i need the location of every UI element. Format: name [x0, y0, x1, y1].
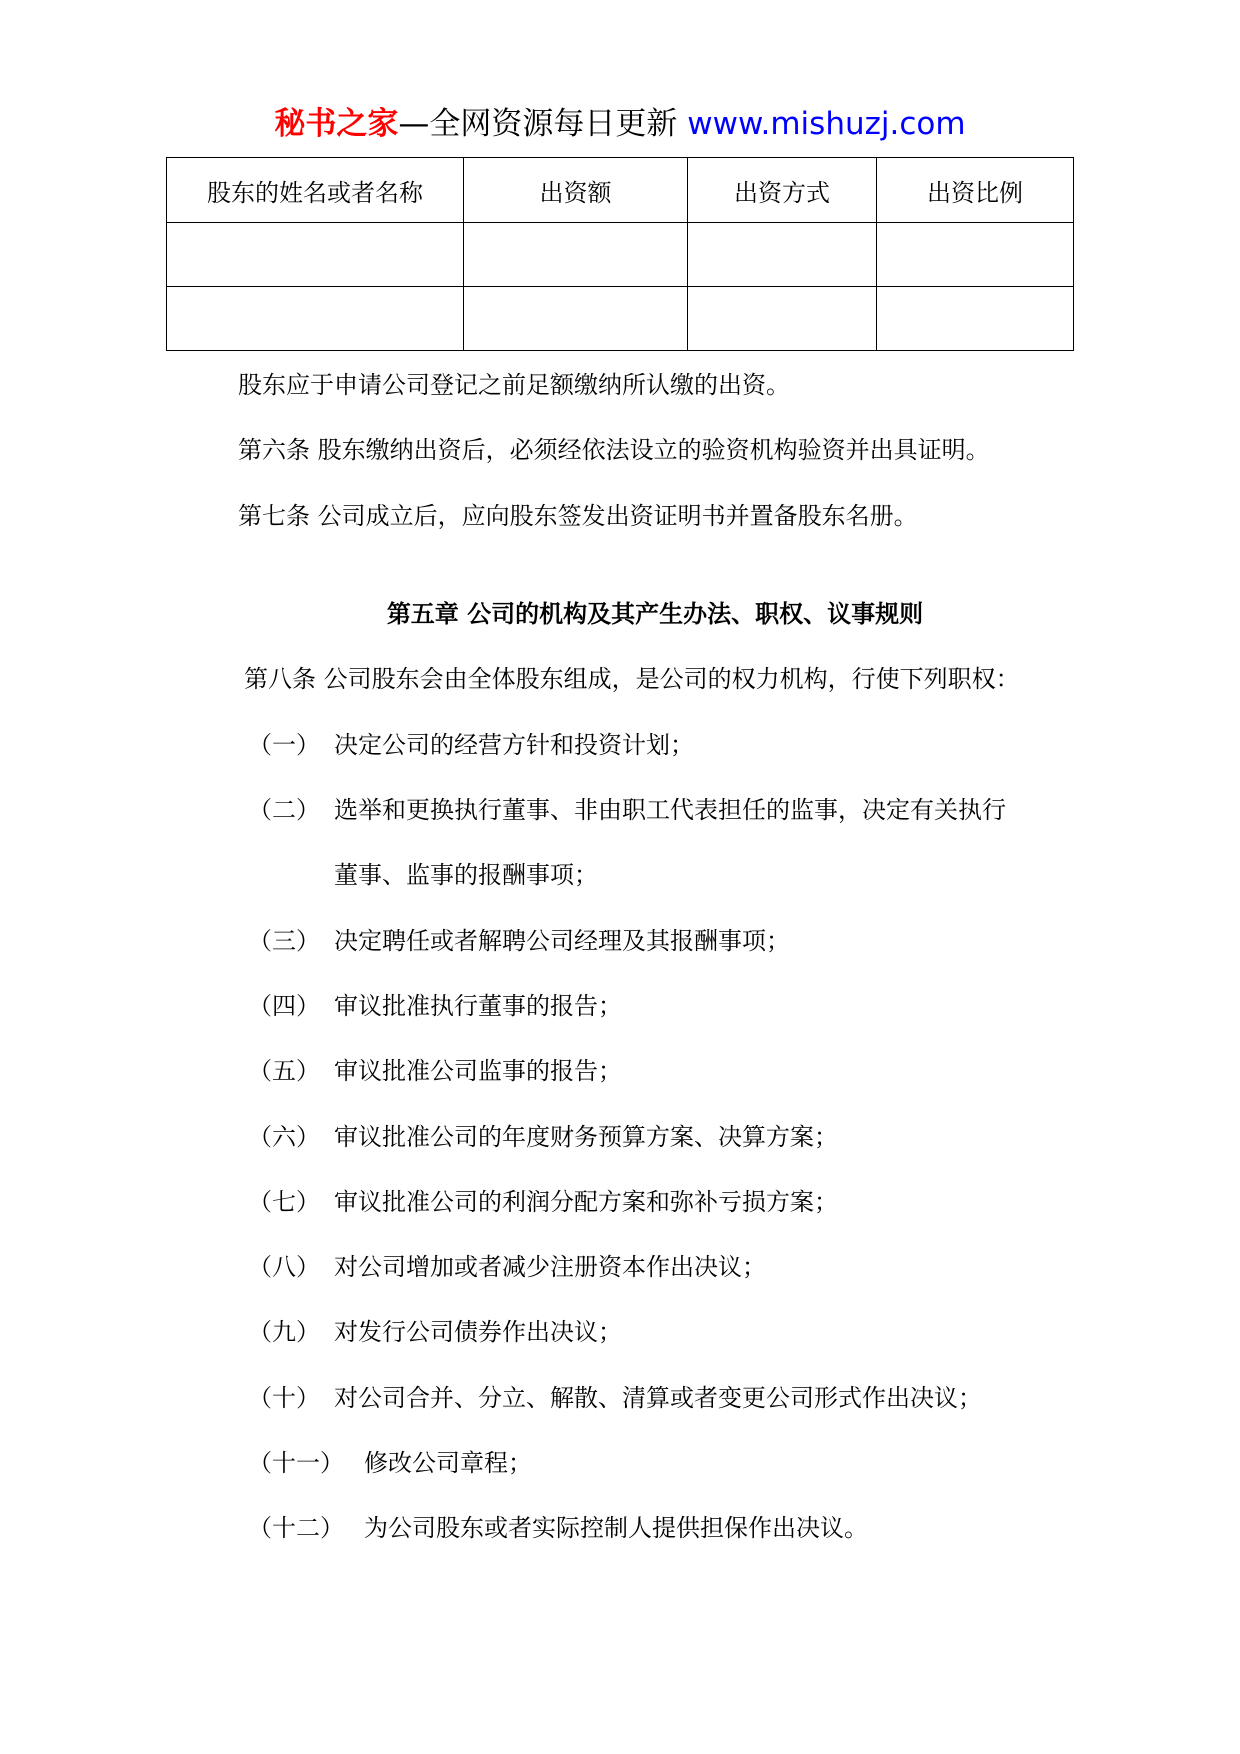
list-item	[248, 1120, 838, 1154]
list-item-text: 审议批准执行董事的报告；	[334, 992, 622, 1020]
table-row	[167, 287, 1074, 351]
table-cell	[688, 287, 877, 351]
article-6: 第六条 股东缴纳出资后，必须经依法设立的验资机构验资并出具证明。	[238, 436, 990, 464]
header-tagline: —全网资源每日更新	[398, 106, 688, 142]
list-item-text: 决定聘任或者解聘公司经理及其报酬事项；	[334, 927, 790, 955]
col-header-contribution-amount: 出资额	[464, 158, 688, 223]
list-item-number: （四）	[248, 992, 320, 1020]
list-item	[248, 1250, 766, 1284]
list-item-text: 对公司增加或者减少注册资本作出决议；	[334, 1253, 766, 1281]
list-item-text: 为公司股东或者实际控制人提供担保作出决议。	[364, 1514, 868, 1542]
list-item-text: 修改公司章程；	[364, 1449, 532, 1477]
list-item	[248, 989, 622, 1023]
table-row	[167, 223, 1074, 287]
article-8: 第八条 公司股东会由全体股东组成，是公司的权力机构，行使下列职权：	[244, 665, 1020, 693]
col-header-contribution-method: 出资方式	[688, 158, 877, 223]
brand-name: 秘书之家	[274, 106, 399, 142]
list-item-number: （九）	[248, 1318, 320, 1346]
list-item-number: （十二）	[248, 1514, 344, 1542]
table-cell	[167, 287, 464, 351]
list-item	[248, 1511, 868, 1545]
list-item-number: （八）	[248, 1253, 320, 1281]
col-header-shareholder-name: 股东的姓名或者名称	[167, 158, 464, 223]
list-item-text: 审议批准公司的利润分配方案和弥补亏损方案；	[334, 1188, 838, 1216]
table-cell	[877, 223, 1074, 287]
list-item-number: （二）	[248, 796, 320, 824]
list-item	[248, 1315, 622, 1349]
site-url-link[interactable]: www.mishuzj.com	[687, 106, 966, 142]
list-item-number: （十）	[248, 1384, 320, 1412]
table-cell	[464, 287, 688, 351]
list-item-text: 审议批准公司的年度财务预算方案、决算方案；	[334, 1123, 838, 1151]
list-item	[248, 1185, 838, 1219]
list-item-number: （三）	[248, 927, 320, 955]
page-header	[0, 102, 1240, 146]
list-item-text: 审议批准公司监事的报告；	[334, 1057, 622, 1085]
list-item-text: 对发行公司债券作出决议；	[334, 1318, 622, 1346]
list-item-number: （五）	[248, 1057, 320, 1085]
list-item	[248, 1054, 622, 1088]
table-header-row	[167, 158, 1074, 223]
table-cell	[464, 223, 688, 287]
list-item-text: 对公司合并、分立、解散、清算或者变更公司形式作出决议；	[334, 1384, 982, 1412]
list-item	[248, 924, 790, 958]
col-header-contribution-ratio: 出资比例	[877, 158, 1074, 223]
list-item-number: （十一）	[248, 1449, 344, 1477]
list-item	[248, 1381, 982, 1415]
list-item-number: （七）	[248, 1188, 320, 1216]
table-cell	[167, 223, 464, 287]
list-item	[248, 728, 694, 762]
list-item-continuation: 董事、监事的报酬事项；	[334, 861, 598, 889]
list-item-number: （一）	[248, 731, 320, 759]
list-item	[248, 793, 1006, 827]
list-item-text: 决定公司的经营方针和投资计划；	[334, 731, 694, 759]
table-cell	[877, 287, 1074, 351]
article-7: 第七条 公司成立后，应向股东签发出资证明书并置备股东名册。	[238, 502, 918, 530]
list-item	[248, 1446, 532, 1480]
chapter-5-heading: 第五章 公司的机构及其产生办法、职权、议事规则	[386, 600, 924, 628]
list-item-number: （六）	[248, 1123, 320, 1151]
table-cell	[688, 223, 877, 287]
shareholder-contribution-table	[166, 157, 1074, 351]
list-item-text: 选举和更换执行董事、非由职工代表担任的监事，决定有关执行	[334, 796, 1006, 824]
paragraph-full-payment: 股东应于申请公司登记之前足额缴纳所认缴的出资。	[238, 371, 790, 399]
